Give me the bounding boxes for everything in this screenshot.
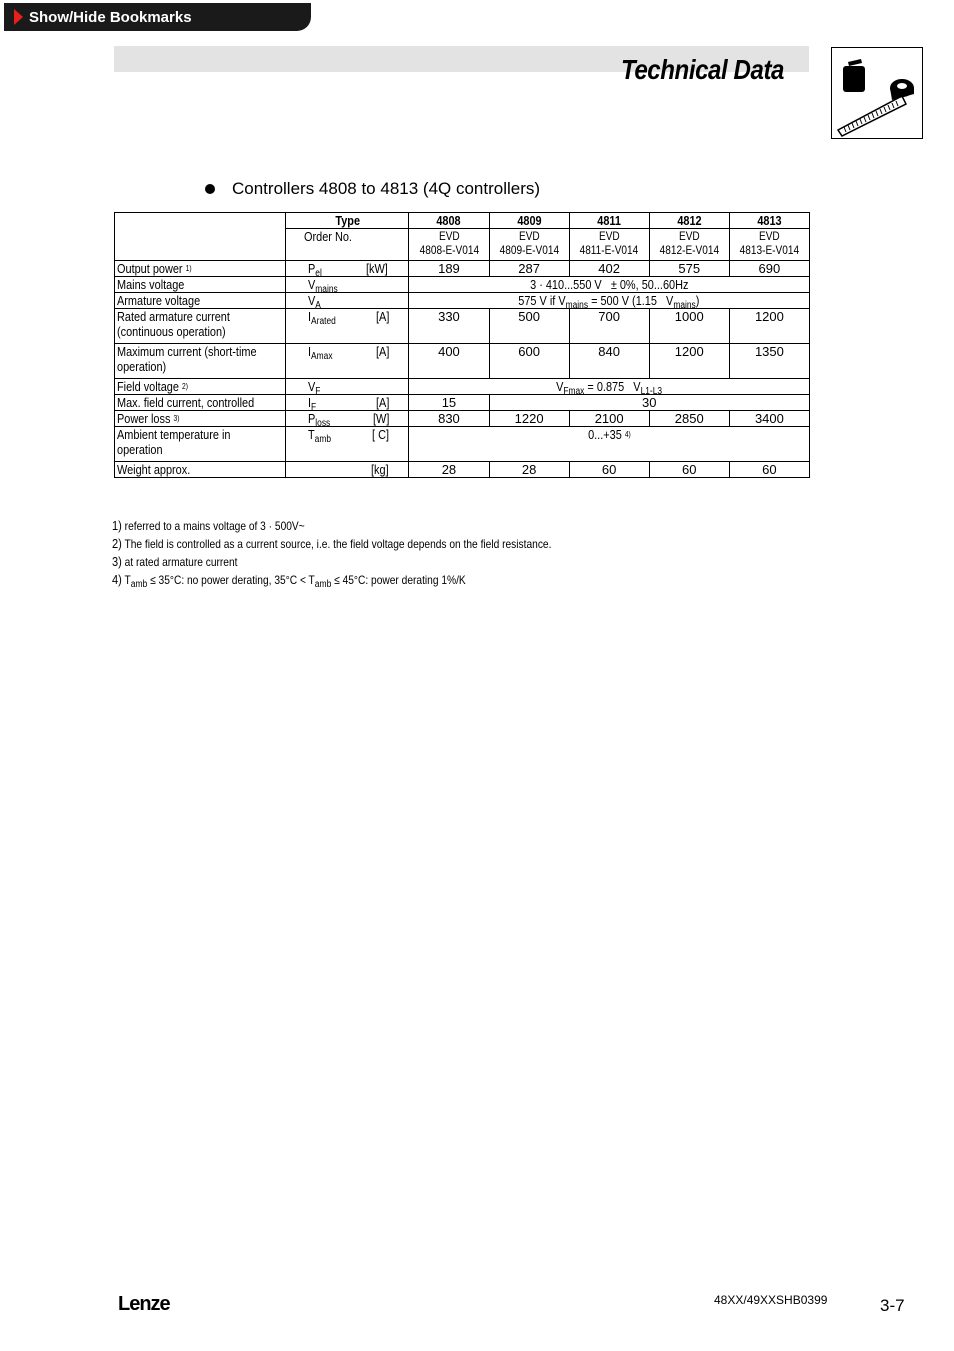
cell-value: 3400 (729, 411, 809, 427)
technical-data-icon (831, 47, 923, 139)
order-no-cell: EVD 4813-E-V014 (729, 229, 809, 261)
cell-value: 28 (489, 462, 569, 478)
cell-value: 2850 (649, 411, 729, 427)
footnote-3: 3) at rated armature current (112, 554, 238, 569)
cell-value: 189 (409, 261, 489, 277)
section-heading (205, 179, 540, 199)
cell-value-merged: 0...+35 $^{4)}$ (409, 427, 810, 462)
table-row-max-current (115, 344, 810, 379)
cell-value: 840 (569, 344, 649, 379)
order-no-cell: EVD 4808-E-V014 (409, 229, 489, 261)
cell-value: 830 (409, 411, 489, 427)
row-label: Field voltage $^{2)}$ (115, 379, 286, 395)
row-symbol: $P_{loss}$ [W] (286, 411, 409, 427)
cell-value: 60 (569, 462, 649, 478)
model-4813: 4813 (729, 213, 809, 229)
cell-value: 690 (729, 261, 809, 277)
footnote-4: 4) $T_{amb} \le 35^\circ C$: no power derating, $35^\circ C < T_{amb} \le 45^\circ C$: power derating 1%/K (112, 572, 466, 590)
table-row-power-loss (115, 411, 810, 427)
footnote-1: 1) referred to a mains voltage of 3 · 500V~ (112, 518, 305, 533)
row-symbol: $T_{amb}$ [ C] (286, 427, 409, 462)
cell-value: 1220 (489, 411, 569, 427)
row-label: Output power $^{1)}$ (115, 261, 286, 277)
cell-value: 60 (649, 462, 729, 478)
row-symbol: $I_F$ [A] (286, 395, 409, 411)
row-symbol: $V_F$ (286, 379, 409, 395)
arrow-right-icon (14, 9, 23, 25)
model-4812: 4812 (649, 213, 729, 229)
row-label: Maximum current (short-time operation) (115, 344, 286, 379)
order-no-cell: EVD 4811-E-V014 (569, 229, 649, 261)
order-no-cell: EVD 4812-E-V014 (649, 229, 729, 261)
row-symbol: $P_{el}$ [kW] (286, 261, 409, 277)
cell-value-merged: 30 (489, 395, 809, 411)
page-title: Technical Data (620, 54, 784, 85)
table-row-mains-voltage (115, 277, 810, 293)
cell-value: 600 (489, 344, 569, 379)
row-label: Rated armature current (continuous operation) (115, 309, 286, 344)
model-4808: 4808 (409, 213, 489, 229)
cell-value: 575 (649, 261, 729, 277)
model-4809: 4809 (489, 213, 569, 229)
order-no-cell: EVD 4809-E-V014 (489, 229, 569, 261)
row-symbol: $I_{Arated}$ [A] (286, 309, 409, 344)
cell-value: 28 (409, 462, 489, 478)
table-row-rated-current (115, 309, 810, 344)
cell-value: 1200 (729, 309, 809, 344)
technical-data-table (114, 212, 810, 478)
cell-value: 402 (569, 261, 649, 277)
cell-value: 1200 (649, 344, 729, 379)
brand-logo: Lenze (118, 1293, 170, 1315)
cell-value: 1350 (729, 344, 809, 379)
bookmarks-label: Show/Hide Bookmarks (29, 8, 192, 26)
table-header-row (115, 213, 810, 229)
row-label: Ambient temperature in operation (115, 427, 286, 462)
row-symbol: [kg] (286, 462, 409, 478)
cell-value: 2100 (569, 411, 649, 427)
cell-value: 500 (489, 309, 569, 344)
cell-value-merged: 575 V if $V_{mains} = 500$ V (1.15 $V_{mains}$) (409, 293, 810, 309)
show-hide-bookmarks-button[interactable] (4, 3, 311, 31)
row-symbol: $V_A$ (286, 293, 409, 309)
cell-value: 1000 (649, 309, 729, 344)
table-row-field-voltage (115, 379, 810, 395)
table-row-field-current (115, 395, 810, 411)
order-label: Order No. (286, 229, 409, 261)
row-symbol: $I_{Amax}$ [A] (286, 344, 409, 379)
document-number: 48XX/49XXSHB0399 (714, 1293, 828, 1307)
table-row-weight (115, 462, 810, 478)
table-row-ambient-temp (115, 427, 810, 462)
cell-value: 700 (569, 309, 649, 344)
cell-value: 60 (729, 462, 809, 478)
table-row-output-power (115, 261, 810, 277)
cell-value: 287 (489, 261, 569, 277)
cell-value-merged: $V_{Fmax} = 0.875$ $V_{L1-L3}$ (409, 379, 810, 395)
row-label: Weight approx. (115, 462, 286, 478)
table-row-armature-voltage (115, 293, 810, 309)
cell-value-merged: 3 · 410...550 V ± 0%, 50...60Hz (409, 277, 810, 293)
row-label: Armature voltage (115, 293, 286, 309)
row-symbol: $V_{mains}$ (286, 277, 409, 293)
type-label: Type (286, 213, 409, 229)
cell-value: 330 (409, 309, 489, 344)
row-label: Mains voltage (115, 277, 286, 293)
footnote-2: 2) The field is controlled as a current source, i.e. the field voltage depends on the field resistance. (112, 536, 552, 551)
section-heading-text: Controllers 4808 to 4813 (4Q controllers) (232, 179, 541, 198)
table-corner-cell (115, 213, 286, 261)
footnotes (112, 517, 629, 589)
page-number: 3-7 (880, 1296, 905, 1315)
row-label: Max. field current, controlled (115, 395, 286, 411)
cell-value: 400 (409, 344, 489, 379)
cell-value: 15 (409, 395, 489, 411)
model-4811: 4811 (569, 213, 649, 229)
row-label: Power loss $^{3)}$ (115, 411, 286, 427)
bullet-icon (205, 184, 215, 194)
